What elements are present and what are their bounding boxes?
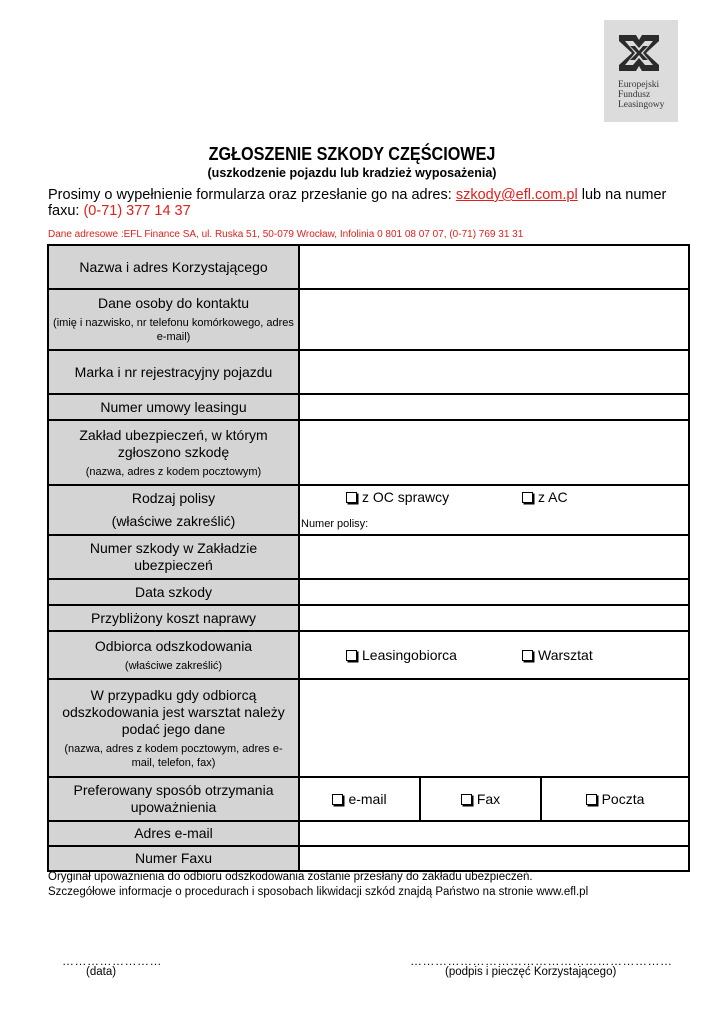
numer-polisy-label: Numer polisy: [301, 518, 369, 530]
logo-line-2: Fundusz [618, 90, 651, 100]
intro-text-1: Prosimy o wypełnienie formularza oraz przesłanie go na adres: [48, 187, 456, 203]
label-odbiorca-text: Odbiorca odszkodowania [94, 637, 253, 654]
label-adres-email [48, 821, 299, 846]
label-warsztat [48, 679, 299, 777]
signature-label: (podpis i pieczęć Korzystającego) [445, 966, 617, 978]
logo-text [618, 80, 676, 110]
checkbox-icon[interactable] [586, 794, 597, 805]
checkbox-icon[interactable] [461, 794, 472, 805]
option-email[interactable] [300, 778, 420, 820]
logo-line-3: Leasingowy [618, 100, 665, 110]
label-data [48, 579, 299, 605]
option-warsztat-label: Warsztat [538, 647, 593, 663]
label-zaklad [48, 420, 299, 485]
label-marka-text: Marka i nr rejestracyjny pojazdu [74, 363, 273, 380]
label-numer-szkody-text: Numer szkody w Zakładzie ubezpieczeń [89, 540, 258, 573]
label-numer-faxu [48, 846, 299, 871]
label-umowa-text: Numer umowy leasingu [100, 398, 247, 415]
intro-text [48, 187, 668, 219]
label-sposob-text: Preferowany sposób otrzymania upoważnienia [73, 782, 274, 815]
address-line: Dane adresowe :EFL Finance SA, ul. Ruska 51, 50-079 Wrocław, Infolinia 0 801 08 07 07, (0-71) 769 31 31 [48, 229, 524, 240]
label-umowa [48, 394, 299, 420]
label-zaklad-note: (nazwa, adres z kodem pocztowym) [85, 465, 262, 478]
label-zaklad-text: Zakład ubezpieczeń, w którym zgłoszono szkodę [79, 426, 268, 460]
checkbox-icon[interactable] [346, 650, 357, 661]
label-rodzaj-note: (właściwe zakreślić) [111, 513, 236, 529]
checkbox-icon[interactable] [332, 794, 343, 805]
label-data-text: Data szkody [134, 583, 213, 600]
page-subtitle: (uszkodzenie pojazdu lub kradzież wyposażenia) [207, 166, 497, 180]
signature-line: ……………………………………………………… [410, 954, 673, 968]
option-ac[interactable] [522, 489, 568, 505]
date-line: …………………… [62, 954, 162, 968]
option-fax-label: Fax [476, 791, 501, 807]
footnote [48, 870, 588, 900]
option-leasingobiorca[interactable] [346, 647, 457, 663]
label-kontakt [48, 289, 299, 350]
field-numer-szkody[interactable] [299, 535, 689, 579]
label-warsztat-text: W przypadku gdy odbiorcą odszkodowania jest warsztat należy podać jego dane [62, 686, 285, 737]
option-leasingobiorca-label: Leasingobiorca [362, 647, 457, 663]
field-odbiorca [299, 631, 689, 679]
option-ac-label: z AC [538, 489, 568, 505]
claim-form [47, 244, 690, 872]
label-numer-szkody [48, 535, 299, 579]
label-rodzaj-text: Rodzaj polisy [131, 490, 216, 506]
option-fax[interactable] [420, 778, 541, 820]
label-marka [48, 350, 299, 394]
checkbox-icon[interactable] [346, 492, 357, 503]
label-odbiorca [48, 631, 299, 679]
sposob-options [300, 778, 688, 820]
option-poczta-label: Poczta [601, 791, 645, 807]
email-link[interactable]: szkody@efl.com.pl [455, 187, 578, 203]
label-nazwa-text: Nazwa i adres Korzystającego [79, 258, 268, 275]
label-koszt-text: Przybliżony koszt naprawy [91, 609, 256, 626]
field-numer-faxu[interactable] [299, 846, 689, 871]
field-rodzaj [299, 485, 689, 535]
option-email-label: e-mail [348, 791, 387, 807]
field-nazwa[interactable] [299, 245, 689, 289]
fax-number: (0-71) 377 14 37 [83, 203, 191, 219]
field-data[interactable] [299, 579, 689, 605]
page-title: ZGŁOSZENIE SZKODY CZĘŚCIOWEJ [208, 144, 496, 164]
field-sposob [299, 777, 689, 821]
option-oc-label: z OC sprawcy [362, 489, 450, 505]
option-oc[interactable] [346, 489, 449, 505]
label-rodzaj [48, 485, 299, 535]
label-numer-faxu-text: Numer Faxu [134, 850, 213, 866]
footnote-line-2: Szczegółowe informacje o procedurach i sposobach likwidacji szkód znajdą Państwo na stronie www.efl.pl [48, 886, 589, 898]
footnote-line-1: Oryginał upoważnienia do odbioru odszkodowania zostanie przesłany do zakładu ubezpieczeń. [48, 871, 533, 883]
label-kontakt-text: Dane osoby do kontaktu [98, 295, 249, 311]
efl-logo-mark-icon [616, 32, 662, 74]
label-sposob [48, 777, 299, 821]
logo [604, 20, 678, 122]
field-adres-email[interactable] [299, 821, 689, 846]
option-warsztat[interactable] [522, 647, 593, 663]
label-kontakt-note: (imię i nazwisko, nr telefonu komórkowego, adres e-mail) [53, 317, 294, 343]
field-koszt[interactable] [299, 605, 689, 631]
field-zaklad[interactable] [299, 420, 689, 485]
field-marka[interactable] [299, 350, 689, 394]
field-warsztat[interactable] [299, 679, 689, 777]
checkbox-icon[interactable] [522, 492, 533, 503]
label-odbiorca-note: (właściwe zakreślić) [124, 659, 223, 672]
option-poczta[interactable] [541, 778, 688, 820]
field-umowa[interactable] [299, 394, 689, 420]
label-warsztat-note: (nazwa, adres z kodem pocztowym, adres e-mail, telefon, fax) [64, 742, 283, 769]
label-nazwa [48, 245, 299, 289]
date-label: (data) [86, 966, 117, 978]
checkbox-icon[interactable] [522, 650, 533, 661]
label-koszt [48, 605, 299, 631]
logo-line-1: Europejski [618, 80, 660, 90]
label-adres-email-text: Adres e-mail [134, 825, 213, 841]
field-kontakt[interactable] [299, 289, 689, 350]
intro-text-2: lub na numer faxu: [48, 187, 667, 219]
